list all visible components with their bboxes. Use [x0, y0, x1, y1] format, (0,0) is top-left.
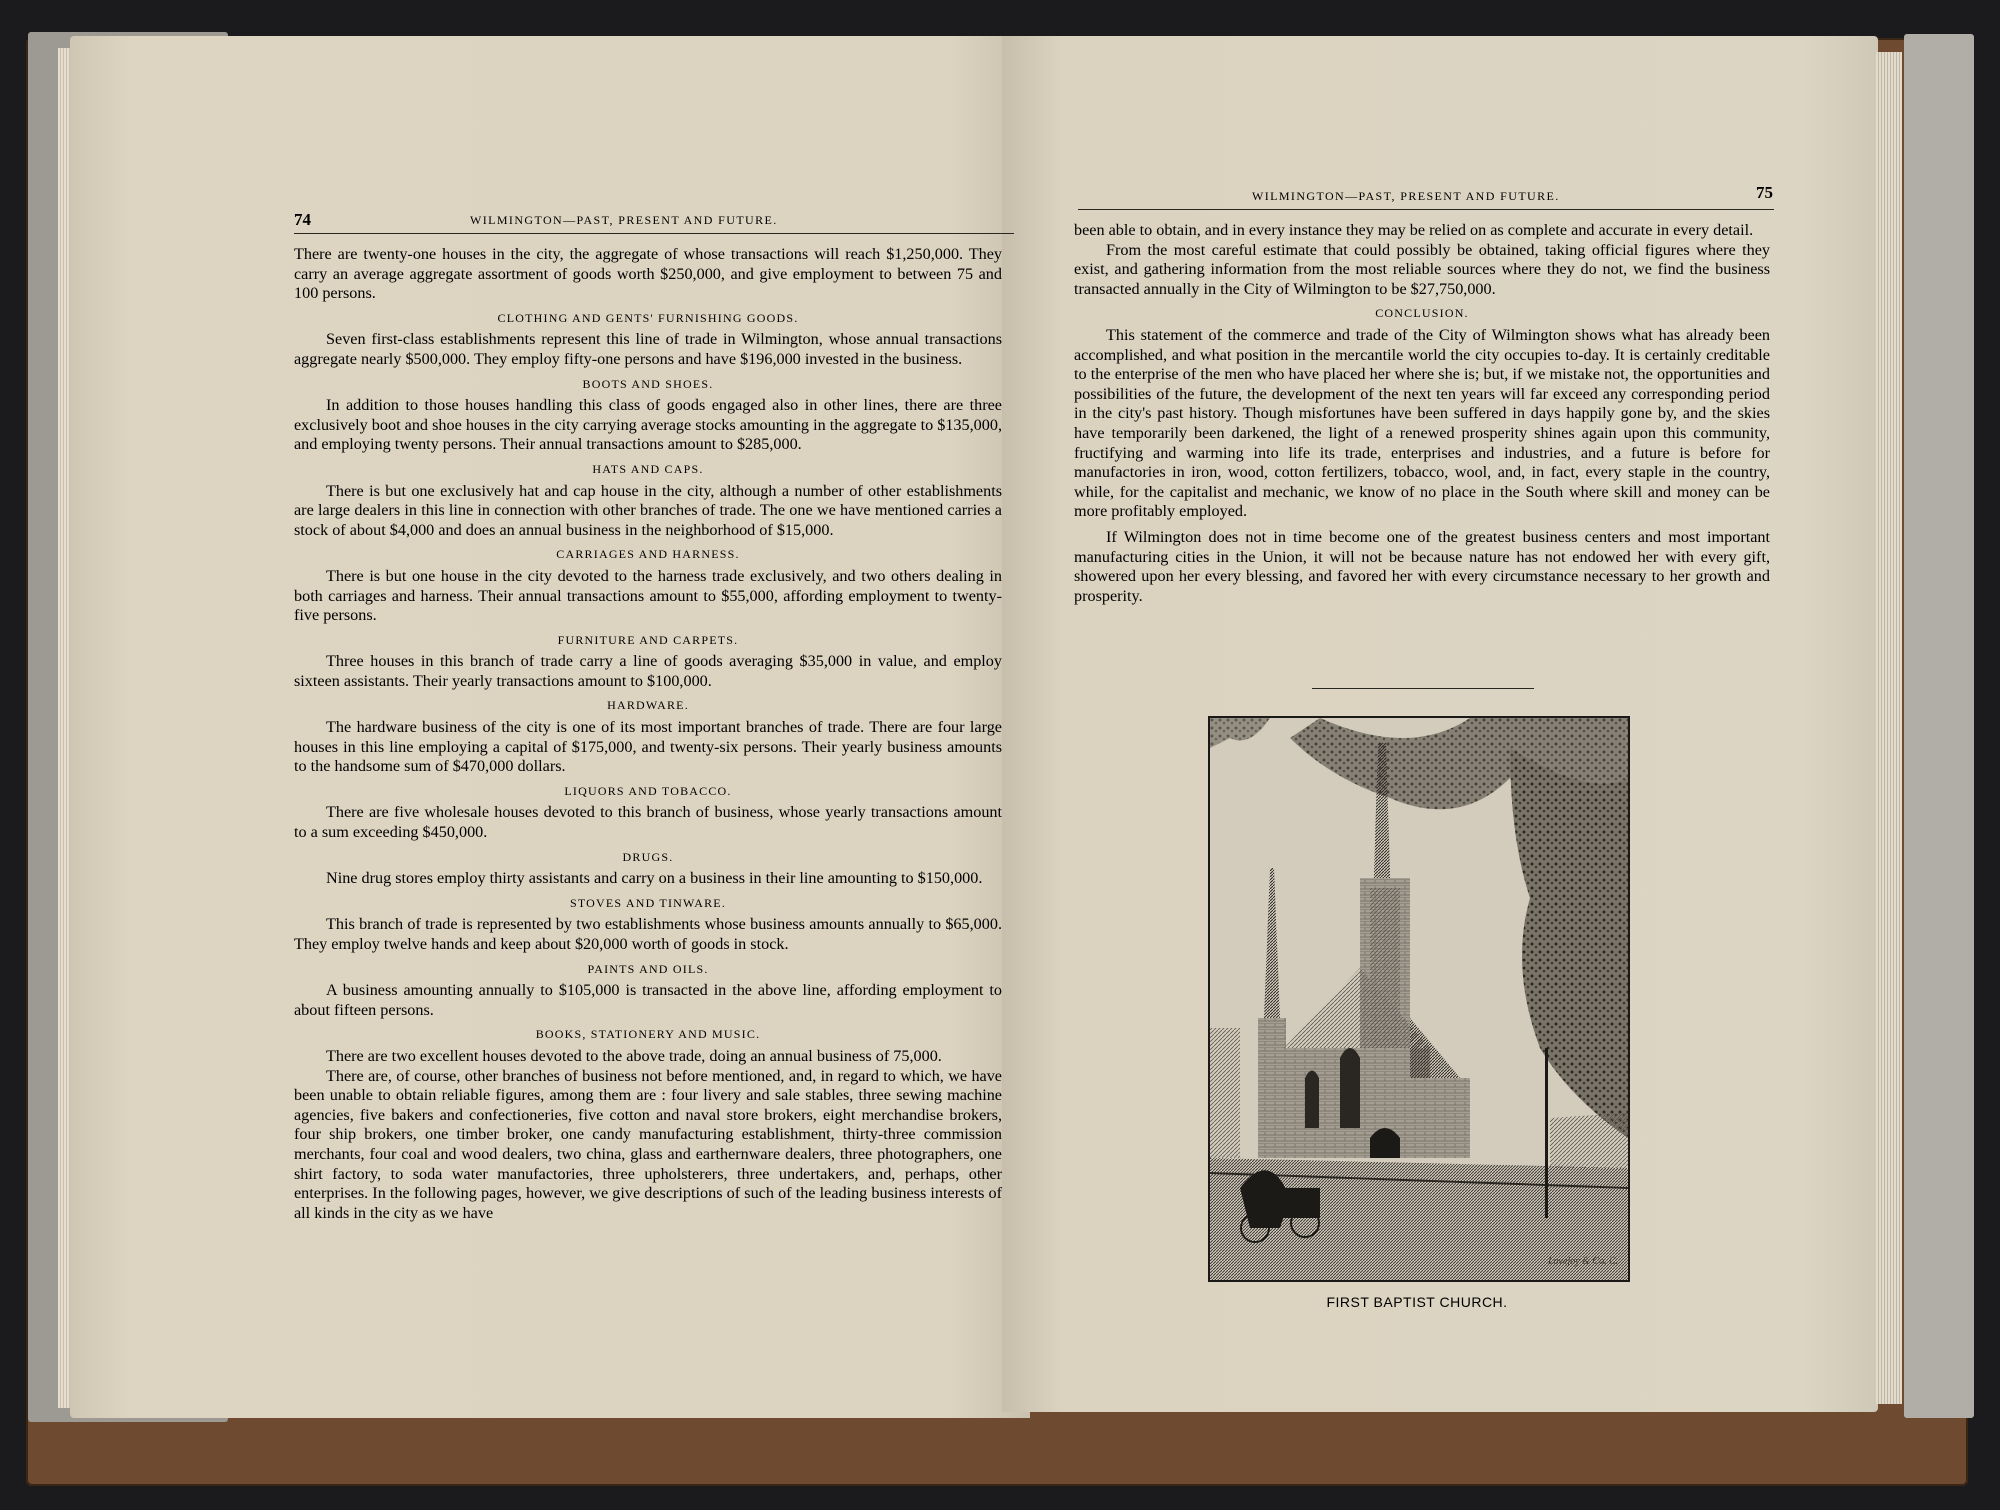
section-heading: CLOTHING AND GENTS' FURNISHING GOODS.	[497, 310, 799, 325]
continuation-paragraph: been able to obtain, and in every instance they may be relied on as complete and accurate in every detail.	[1074, 221, 1754, 239]
section-heading: DRUGS.	[622, 849, 674, 864]
section-heading: BOOKS, STATIONERY AND MUSIC.	[535, 1027, 761, 1042]
section-separator-rule	[1312, 688, 1534, 689]
conclusion-heading: CONCLUSION.	[1375, 306, 1469, 321]
section-paragraph: There are two excellent houses devoted to the above trade, doing an annual business of 75,000.	[326, 1046, 942, 1065]
conclusion-paragraph: This statement of the commerce and trade of the City of Wilmington shows what has already been accomplished, and what position in the mercantile world the city occupies to-day. It is certainly creditable to the enterprise of the men who have placed her where she is; but, if we mistake not, the opportunities and possibilities of the future, the development of the next ten years will far exceed any corresponding period in the city's past history. Though misfortunes have been suffered in days happily gone by, and the skies have temporarily been darkened, the light of a renewed prosperity shines again upon this community, fructifying and warming into life its trade, enterprises and industries, and a future is before for manufactories in iron, wood, cotton fertilizers, tobacco, wool, and, in fact, every staple in the country, while, for the capitalist and mechanic, we know of no place in the South where skill and money can be more profitably employed.	[1074, 325, 1770, 521]
engraver-mark: Lovejoy & Co. C.	[1548, 1256, 1619, 1267]
section-heading: CARRIAGES AND HARNESS.	[556, 547, 740, 562]
right-page-number: 75	[1756, 183, 1773, 202]
right-text-column	[1074, 221, 1770, 606]
section-paragraph: In addition to those houses handling this class of goods engaged also in other lines, there are three exclusively boot and shoe houses in the city carrying average stocks amounting in the aggregate to $135,000, and employing twenty persons. Their annual transactions amount to $285,000.	[294, 396, 1002, 454]
section-paragraph: There is but one house in the city devoted to the harness trade exclusively, and two others dealing in both carriages and harness. Their annual transactions amount to $55,000, affording employment to twenty-five persons.	[294, 566, 1002, 625]
section-paragraph: Nine drug stores employ thirty assistants and carry on a business in their line amounting to $150,000.	[326, 869, 983, 888]
section-heading: STOVES AND TINWARE.	[569, 895, 727, 910]
section-heading: LIQUORS AND TOBACCO.	[564, 783, 732, 798]
section-heading: PAINTS AND OILS.	[587, 961, 709, 976]
page-edges-right	[1876, 52, 1902, 1404]
section-heading: BOOTS AND SHOES.	[582, 376, 714, 391]
section-paragraph: The hardware business of the city is one of its most important branches of trade. There are four large houses in this line employing a capital of $175,000, and twenty-six persons. Their yearly business amounts to the handsome sum of $470,000 dollars.	[294, 718, 1002, 776]
estimate-paragraph: From the most careful estimate that could possibly be obtained, taking official figures where they exist, and gathering information from the most reliable sources where they do not, we find the business transacted annually in the City of Wilmington to be $27,750,000.	[1074, 240, 1770, 298]
section-paragraph: There is but one exclusively hat and cap house in the city, although a number of other establishments are large dealers in this line in connection with other branches of trade. The one we have mentioned carries a stock of about $4,000 and does an annual business in the neighborhood of $15,000.	[294, 481, 1002, 539]
right-head-rule	[1078, 209, 1774, 210]
illustration-caption: FIRST BAPTIST CHURCH.	[1326, 1294, 1508, 1310]
section-paragraph: A business amounting annually to $105,000 is transacted in the above line, affording employment to about fifteen persons.	[294, 981, 1002, 1019]
church-engraving	[1208, 716, 1630, 1282]
section-paragraph: Three houses in this branch of trade carry a line of goods averaging $35,000 in value, and employ sixteen assistants. Their yearly transactions amount to $100,000.	[294, 652, 1002, 690]
section-heading: FURNITURE AND CARPETS.	[557, 632, 739, 647]
conclusion-paragraph: If Wilmington does not in time become one of the greatest business centers and most important manufacturing cities in the Union, it will not be because nature has not endowed her with every gift, showered upon her every blessing, and favored her with every circumstance necessary to her growth and prosperity.	[1074, 527, 1770, 605]
intro-paragraph: There are twenty-one houses in the city, the aggregate of whose transactions will reach $1,250,000. They carry an average aggregate assortment of goods worth $250,000, and give employment to between 75 and 100 persons.	[294, 245, 1002, 303]
right-running-head: WILMINGTON—PAST, PRESENT AND FUTURE.	[1252, 189, 1560, 203]
section-heading: HATS AND CAPS.	[592, 461, 704, 476]
closing-paragraph: There are, of course, other branches of business not before mentioned, and, in regard to which, we have been unable to obtain reliable figures, among them are : four livery and sale stables, three sewing machine agencies, five bakers and confectioneries, five cotton and naval store brokers, eight merchandise brokers, four ship brokers, one timber broker, one candy manufacturing establishment, thirty-three commission merchants, four coal and wood dealers, two china, glass and earthernware dealers, three photographers, one shirt factory, to soda water manufactories, three upholsterers, three undertakers, and, perhaps, other enterprises. In the following pages, however, we give descriptions of such of the leading business interests of all kinds in the city as we have	[294, 1066, 1002, 1222]
church-engraving-art	[1210, 718, 1628, 1280]
left-head-rule	[294, 233, 1014, 234]
section-paragraph: This branch of trade is represented by two establishments whose business amounts annually to $65,000. They employ twelve hands and keep about $20,000 worth of goods in stock.	[294, 915, 1002, 953]
cover-edge-right	[1904, 34, 1974, 1418]
left-page-number: 74	[294, 210, 311, 229]
left-text-column	[294, 245, 1002, 1223]
left-running-head: WILMINGTON—PAST, PRESENT AND FUTURE.	[470, 213, 778, 227]
section-paragraph: There are five wholesale houses devoted to this branch of business, whose yearly transactions amount to a sum exceeding $450,000.	[294, 803, 1002, 842]
section-paragraph: Seven first-class establishments represent this line of trade in Wilmington, whose annual transactions aggregate nearly $500,000. They employ fifty-one persons and have $196,000 invested in the business.	[294, 330, 1002, 368]
section-heading: HARDWARE.	[607, 698, 689, 713]
